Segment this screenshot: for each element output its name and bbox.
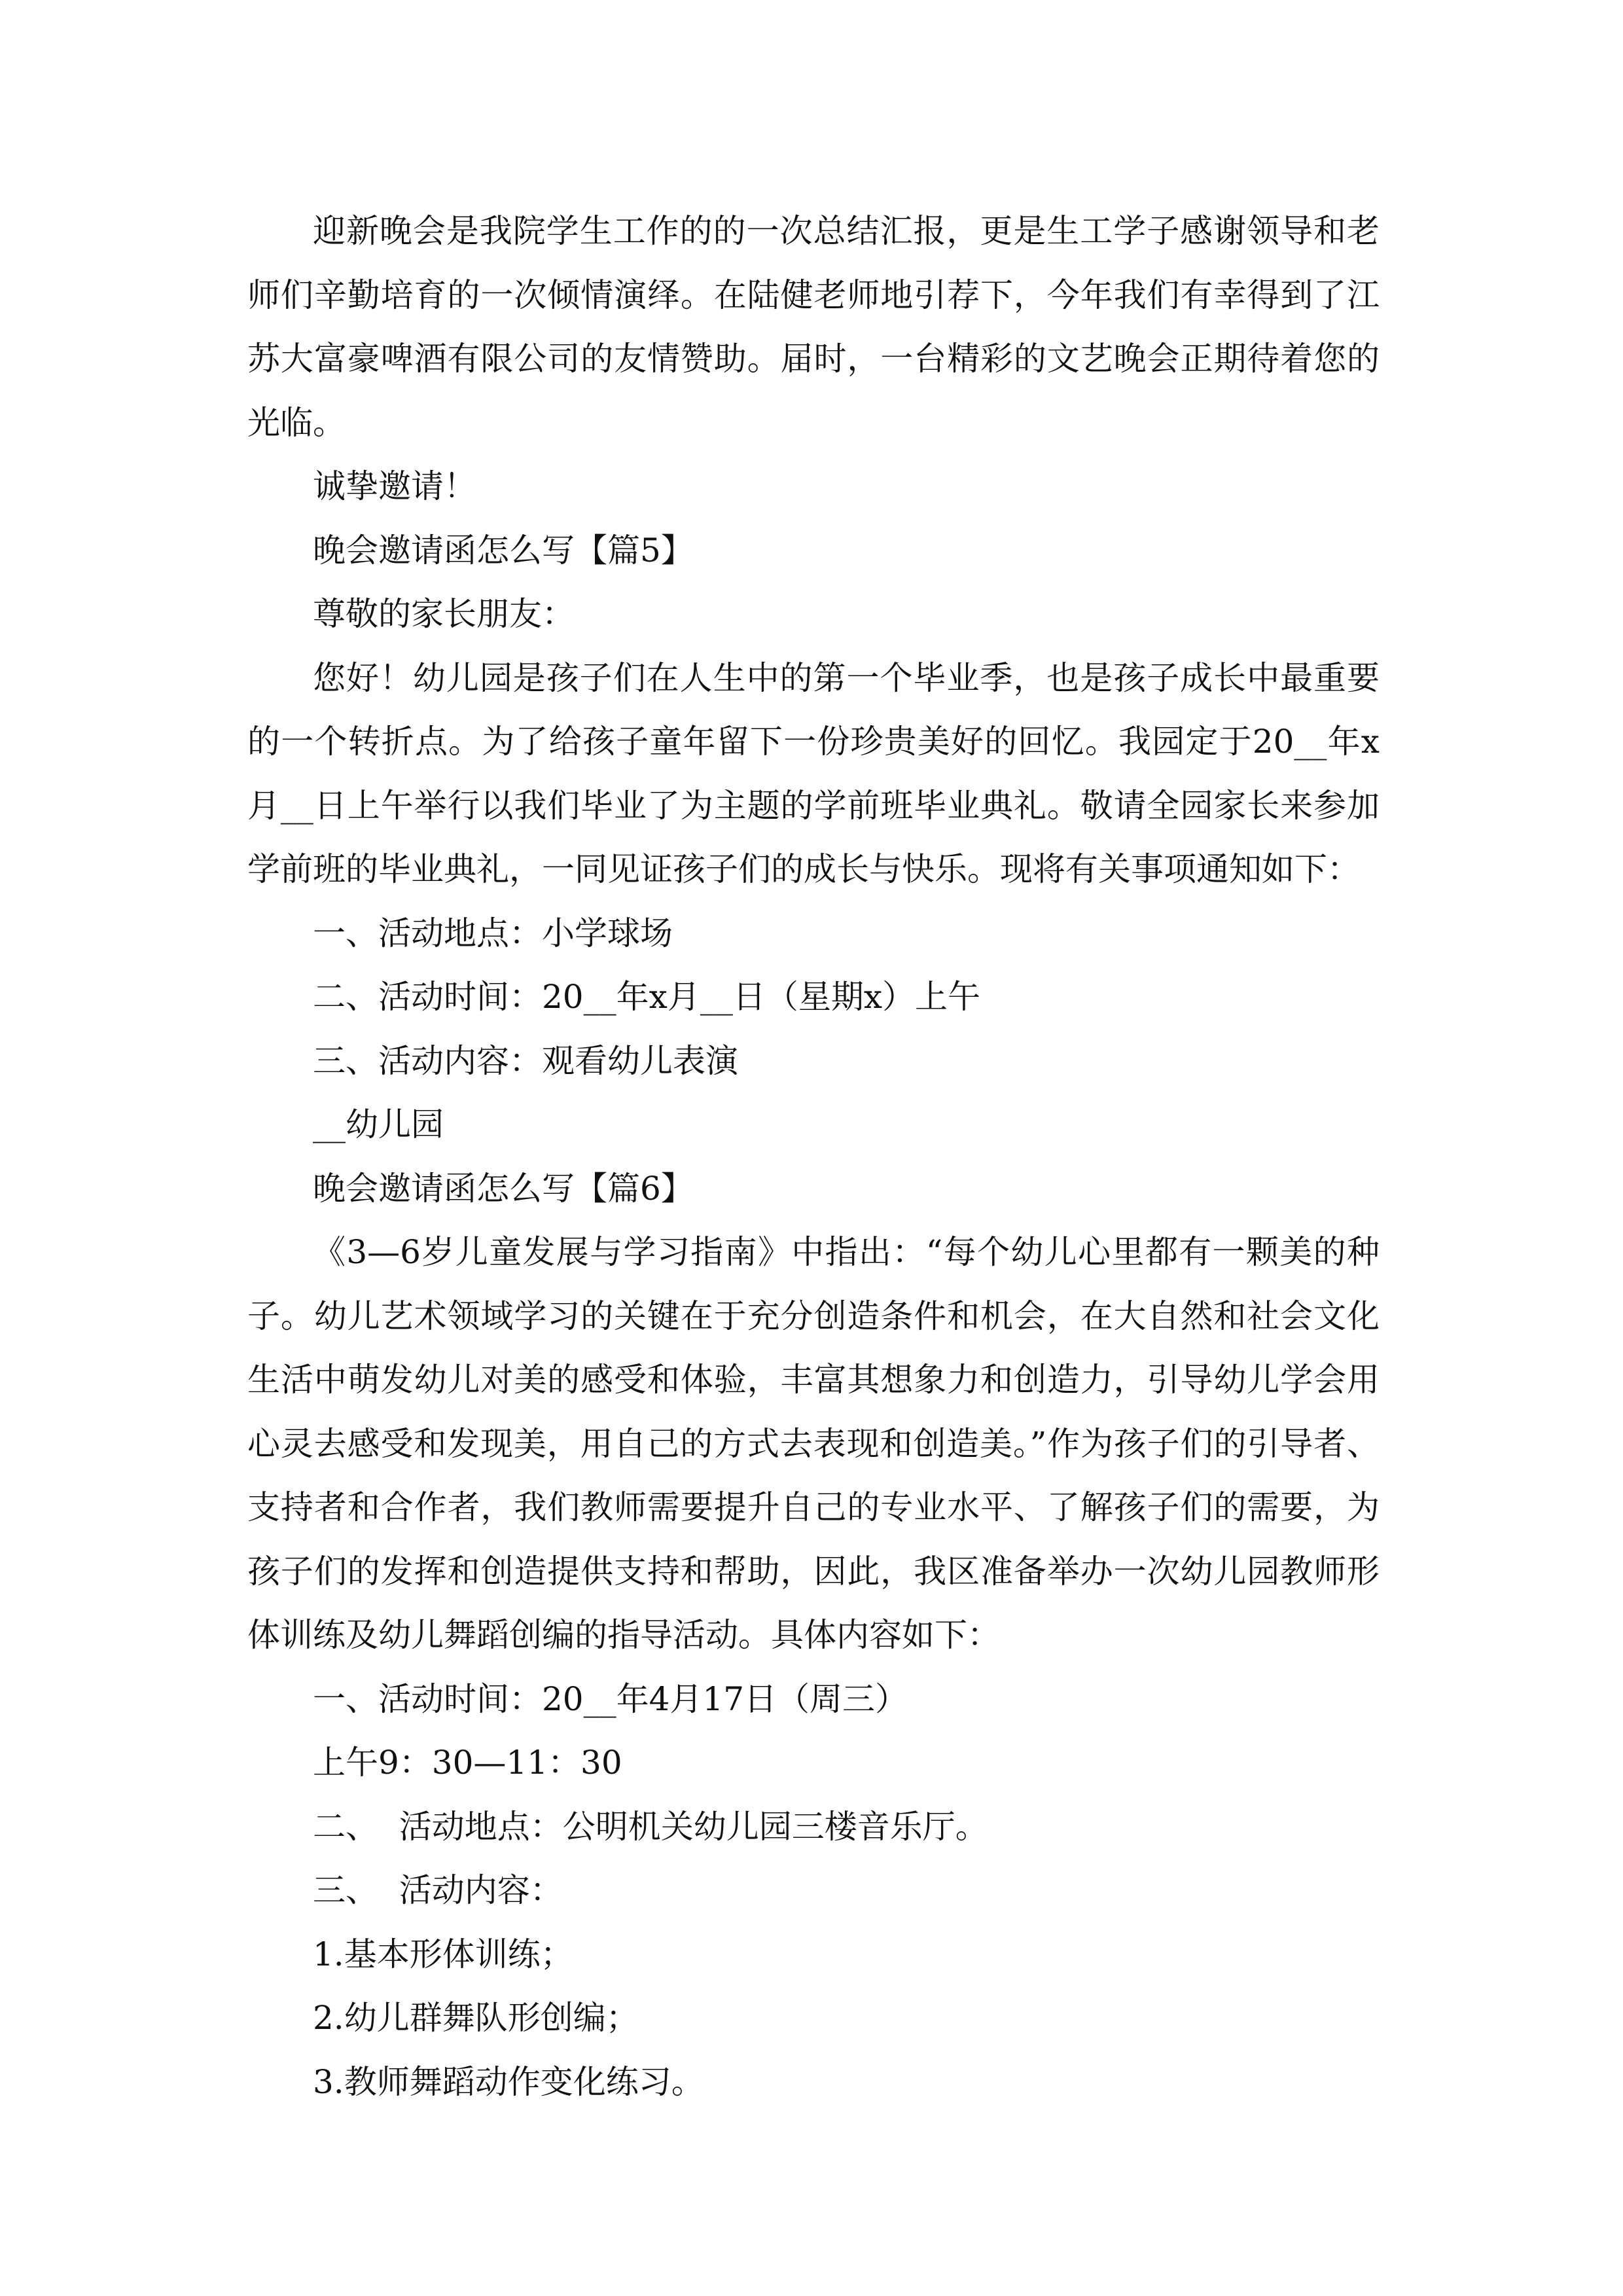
item-event-location: 二、 活动地点：公明机关幼儿园三楼音乐厅。 [313, 1807, 988, 1846]
paragraph-graduation-notice: 您好！幼儿园是孩子们在人生中的第一个毕业季，也是孩子成长中最重要的一个转折点。为了给孩子童年留下一份珍贵美好的回忆。我园定于20__年x月__日上午举行以我们毕业了为主题的学前班毕业典礼。敬请全园家长来参加学前班的毕业典礼，一同见证孩子们的成长与快乐。现将有关事项通知如下： [247, 658, 1380, 888]
paragraph-guide-quote: 《3—6岁儿童发展与学习指南》中指出：“每个幼儿心里都有一颗美的种子。幼儿艺术领域学习的关键在于充分创造条件和机会，在大自然和社会文化生活中萌发幼儿对美的感受和体验，丰富其想象力和创造力，引导幼儿学会用心灵去感受和发现美，用自己的方式去表现和创造美。”作为孩子们的引导者、支持者和合作者，我们教师需要提升自己的专业水平、了解孩子们的需要，为孩子们的发挥和创造提供支持和帮助，因此，我区准备举办一次幼儿园教师形体训练及幼儿舞蹈创编的指导活动。具体内容如下： [247, 1233, 1380, 1654]
paragraph-intro: 迎新晚会是我院学生工作的的一次总结汇报，更是生工学子感谢领导和老师们辛勤培育的一次倾情演绎。在陆健老师地引荐下，今年我们有幸得到了江苏大富豪啤酒有限公司的友情赞助。届时，一台精彩的文艺晚会正期待着您的光临。 [247, 212, 1380, 442]
signature-kindergarten: __幼儿园 [313, 1105, 444, 1143]
document-body [247, 200, 1380, 2114]
item-event-content: 三、 活动内容： [313, 1871, 563, 1909]
item-event-hours: 上午9：30—11：30 [313, 1744, 622, 1782]
item-activity-time: 二、活动时间：20__年x月__日（星期x）上午 [313, 978, 981, 1016]
list-item-3: 3.教师舞蹈动作变化练习。 [313, 2062, 704, 2101]
list-item-2: 2.幼儿群舞队形创编； [313, 1999, 639, 2037]
paragraph-invitation-closing: 诚挚邀请！ [313, 467, 476, 505]
section-heading-6: 晚会邀请函怎么写【篇6】 [313, 1169, 694, 1208]
salutation: 尊敬的家长朋友： [313, 595, 575, 633]
item-event-time: 一、活动时间：20__年4月17日（周三） [313, 1679, 908, 1718]
list-item-1: 1.基本形体训练； [313, 1935, 573, 1973]
section-heading-5: 晚会邀请函怎么写【篇5】 [313, 531, 694, 569]
item-activity-location: 一、活动地点：小学球场 [313, 914, 673, 952]
item-activity-content: 三、活动内容：观看幼儿表演 [313, 1041, 738, 1080]
